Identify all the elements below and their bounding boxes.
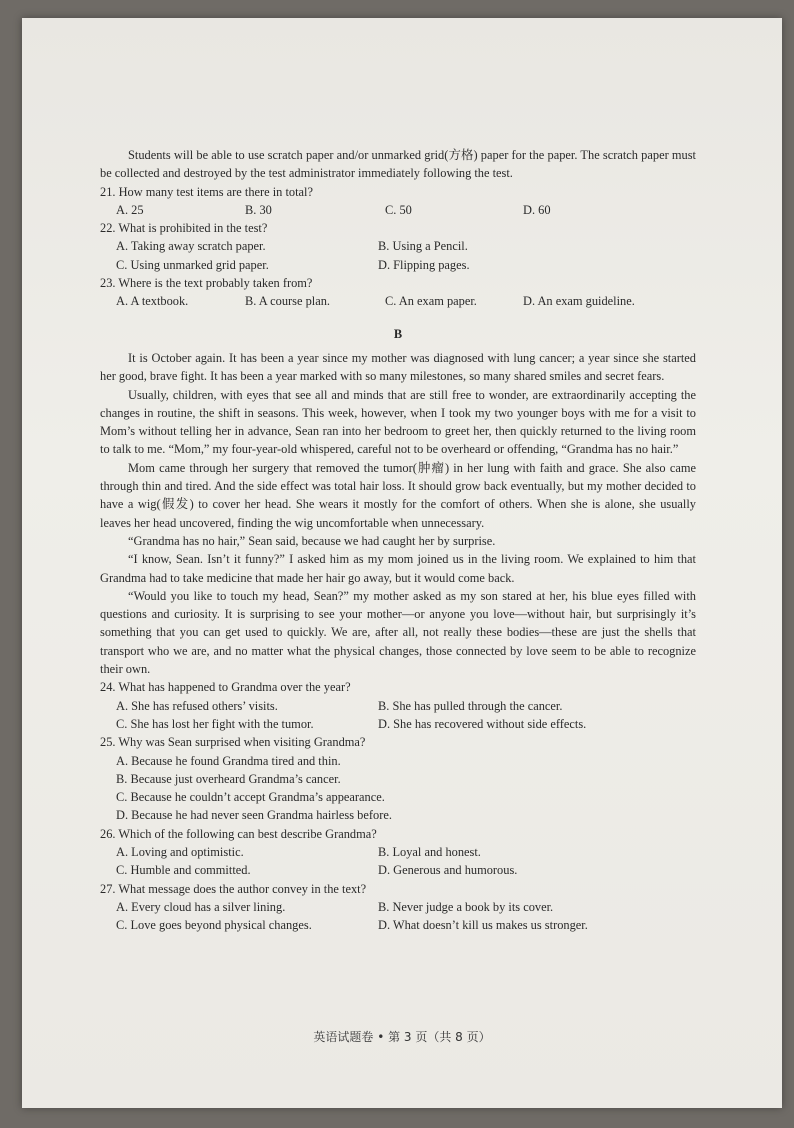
- option-c: C. Because he couldn’t accept Grandma’s appearance.: [116, 790, 385, 805]
- question-26-options-row1: [116, 843, 696, 861]
- option-b: B. 30: [245, 202, 272, 217]
- question-27-options-row1: [116, 898, 696, 916]
- section-heading: B: [393, 326, 403, 341]
- option-b: B. Using a Pencil.: [378, 239, 468, 254]
- option-c: C. Using unmarked grid paper.: [116, 257, 269, 272]
- question-26: 26. Which of the following can best describe Grandma?: [100, 826, 377, 841]
- question-27: 27. What message does the author convey in the text?: [100, 881, 367, 896]
- question-21-options: [116, 201, 696, 219]
- option-d: D. She has recovered without side effects.: [378, 716, 587, 731]
- passage-paragraph: Usually, children, with eyes that see all and minds that are still free to wonder, are extraordinarily accepting the changes in routine, the shift in seasons. This week, however, when I took my two younger boys with me for a visit to Mom’s without telling her in advance, Sean ran into her bedroom to greet her, then quickly returned to the living room to talk to me. “Mom,” my four-year-old whispered, careful not to be overheard or offending, “Grandma has no hair.”: [100, 387, 696, 457]
- exam-page: [22, 18, 782, 1108]
- option-c: C. An exam paper.: [385, 294, 477, 309]
- option-d: D. Because he had never seen Grandma hairless before.: [116, 808, 392, 823]
- passage-paragraph: “Would you like to touch my head, Sean?” my mother asked as my son stared at her, his blue eyes filled with questions and curiosity. It is surprising to see your mother—or anyone you love—without hair, but surprisingly it’s something that you can get used to quickly. We are, after all, not really these bodies—these are just the shells that transport who we are, and no matter what the physical changes, those connected by love seem to be able to recognize their own.: [100, 588, 696, 677]
- option-a: A. Loving and optimistic.: [116, 844, 244, 859]
- option-d: D. What doesn’t kill us makes us stronger.: [378, 918, 588, 933]
- option-a: A. 25: [116, 202, 144, 217]
- question-24-options-row2: [116, 715, 696, 733]
- question-23: 23. Where is the text probably taken from?: [100, 276, 313, 291]
- page-content: [100, 146, 696, 934]
- option-b: B. Because just overheard Grandma’s cancer.: [116, 771, 341, 786]
- option-a: A. Taking away scratch paper.: [116, 239, 266, 254]
- option-b: B. A course plan.: [245, 294, 331, 309]
- passage-paragraph: Mom came through her surgery that removed the tumor(肿瘤) in her lung with faith and grace. She also came through thin and tired. And the side effect was total hair loss. It should grow back eventually, but my mother decided to have a wig(假发) to cover her head. She wears it mostly for the comfort of others. When she is alone, she usually leaves her head uncovered, finding the wig uncomfortable when unnecessary.: [100, 460, 696, 530]
- option-c: C. Love goes beyond physical changes.: [116, 918, 312, 933]
- option-a: A. A textbook.: [116, 294, 189, 309]
- passage-paragraph: “I know, Sean. Isn’t it funny?” I asked him as my mom joined us in the living room. We explained to him that Grandma had to take medicine that made her hair go away, but it would come back.: [100, 552, 696, 585]
- option-d: D. An exam guideline.: [523, 294, 635, 309]
- question-27-options-row2: [116, 916, 696, 934]
- option-c: C. She has lost her fight with the tumor.: [116, 716, 314, 731]
- question-22: 22. What is prohibited in the test?: [100, 221, 268, 236]
- option-d: D. 60: [523, 202, 551, 217]
- option-d: D. Flipping pages.: [378, 257, 470, 272]
- question-22-options-row1: [116, 237, 696, 255]
- option-a: A. Because he found Grandma tired and thin.: [116, 753, 341, 768]
- option-c: C. Humble and committed.: [116, 863, 251, 878]
- passage-paragraph: It is October again. It has been a year since my mother was diagnosed with lung cancer; a year since she started her good, brave fight. It has been a year marked with so many milestones, so many shared smiles and secret fears.: [100, 350, 696, 384]
- option-b: B. Loyal and honest.: [378, 844, 481, 859]
- page-footer: 英语试题卷 • 第 3 页（共 8 页）: [313, 1030, 491, 1044]
- question-23-options: [116, 292, 696, 310]
- intro-paragraph: Students will be able to use scratch paper and/or unmarked grid(方格) paper for the paper. The scratch paper must be collected and destroyed by the test administrator immediately following the test.: [100, 148, 696, 181]
- option-b: B. She has pulled through the cancer.: [378, 698, 563, 713]
- option-b: B. Never judge a book by its cover.: [378, 899, 554, 914]
- question-21: 21. How many test items are there in total?: [100, 184, 313, 199]
- question-25: 25. Why was Sean surprised when visiting Grandma?: [100, 735, 366, 750]
- question-26-options-row2: [116, 861, 696, 879]
- option-c: C. 50: [385, 202, 412, 217]
- question-24: 24. What has happened to Grandma over the year?: [100, 680, 351, 695]
- passage-paragraph: “Grandma has no hair,” Sean said, because we had caught her by surprise.: [128, 533, 496, 548]
- option-a: A. Every cloud has a silver lining.: [116, 899, 286, 914]
- option-a: A. She has refused others’ visits.: [116, 698, 278, 713]
- option-d: D. Generous and humorous.: [378, 863, 518, 878]
- question-24-options-row1: [116, 697, 696, 715]
- question-22-options-row2: [116, 256, 696, 274]
